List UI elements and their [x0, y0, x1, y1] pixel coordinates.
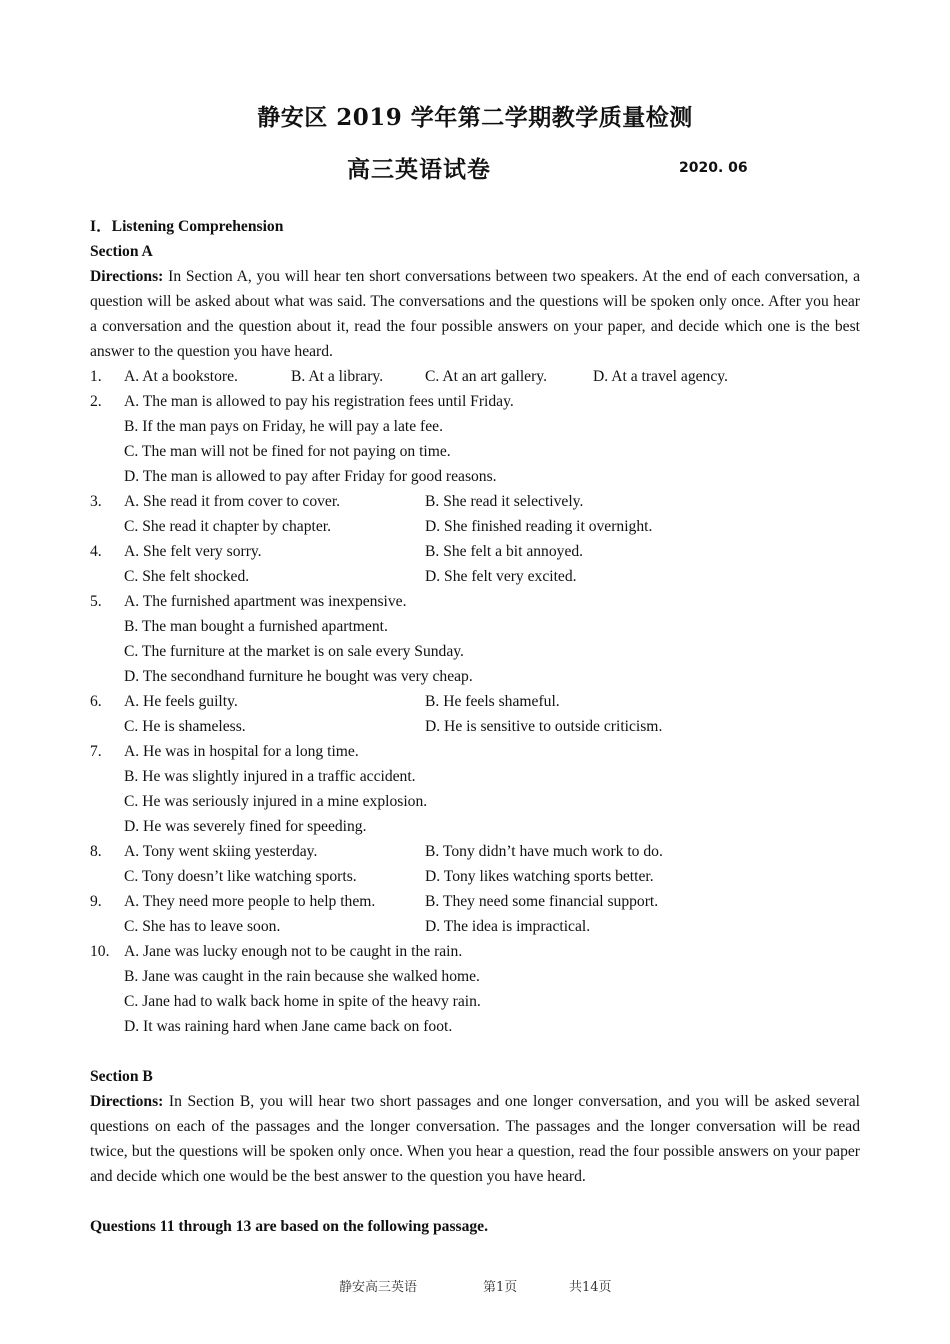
option-c: C. She read it chapter by chapter. — [124, 518, 331, 535]
question-2 — [90, 389, 860, 489]
option-b: B. They need some financial support. — [425, 893, 659, 910]
directions-label: Directions: — [90, 268, 164, 285]
question-number: 6. — [90, 693, 102, 710]
option-b: B. He feels shameful. — [425, 693, 560, 710]
question-4 — [90, 539, 860, 589]
option-d: D. It was raining hard when Jane came back on foot. — [124, 1018, 453, 1035]
question-number: 1. — [90, 368, 102, 385]
option-d: D. The idea is impractical. — [425, 918, 591, 935]
option-a: A. The man is allowed to pay his registration fees until Friday. — [124, 393, 514, 410]
option-c: C. She felt shocked. — [124, 568, 250, 585]
exam-subtitle: 高三英语试卷 — [347, 156, 491, 183]
question-number: 5. — [90, 593, 102, 610]
option-b: B. Jane was caught in the rain because she walked home. — [124, 968, 480, 985]
option-d: D. She finished reading it overnight. — [425, 518, 653, 535]
part-heading: I．Listening Comprehension — [90, 218, 284, 235]
option-a: A. She read it from cover to cover. — [124, 493, 341, 510]
question-5 — [90, 589, 860, 689]
option-c: C. The furniture at the market is on sale every Sunday. — [124, 643, 464, 660]
option-a: A. He was in hospital for a long time. — [124, 743, 359, 760]
option-a: A. Tony went skiing yesterday. — [124, 843, 318, 860]
question-number: 8. — [90, 843, 102, 860]
option-c: C. He was seriously injured in a mine explosion. — [124, 793, 428, 810]
option-c: C. Tony doesn’t like watching sports. — [124, 868, 357, 885]
question-6 — [90, 689, 860, 739]
option-b: B. She felt a bit annoyed. — [425, 543, 584, 560]
question-number: 4. — [90, 543, 102, 560]
option-a: A. Jane was lucky enough not to be caught in the rain. — [124, 943, 463, 960]
option-b: B. He was slightly injured in a traffic accident. — [124, 768, 416, 785]
option-a: A. They need more people to help them. — [124, 893, 376, 910]
question-number: 7. — [90, 743, 102, 760]
question-number: 10. — [90, 943, 110, 960]
exam-title: 静安区 2019 学年第二学期教学质量检测 — [257, 104, 693, 131]
option-c: C. She has to leave soon. — [124, 918, 281, 935]
footer-subject: 静安高三英语 — [339, 1280, 418, 1295]
exam-body — [90, 214, 860, 1239]
question-1 — [90, 364, 860, 389]
question-8 — [90, 839, 860, 889]
option-c: C. He is shameless. — [124, 718, 246, 735]
exam-date: 2020. 06 — [679, 160, 748, 176]
option-b: B. The man bought a furnished apartment. — [124, 618, 388, 635]
option-d: D. He is sensitive to outside criticism. — [425, 718, 663, 735]
question-number: 3. — [90, 493, 102, 510]
option-d: D. The man is allowed to pay after Friday for good reasons. — [124, 468, 497, 485]
directions-text: In Section B, you will hear two short passages and one longer conversation, and you will be asked several questions on each of the passages and the longer conversation. The passages and the longer conversation will be read twice, but the questions will be spoken only once. When you hear a question, read the four possible answers on your paper and decide which one would be the best answer to the question you have heard. — [90, 1093, 860, 1185]
page-footer — [0, 1276, 950, 1296]
section-b-directions — [90, 1089, 860, 1189]
footer-page-number: 第1页 — [483, 1280, 518, 1295]
option-a: A. The furnished apartment was inexpensive. — [124, 593, 407, 610]
option-b: B. Tony didn’t have much work to do. — [425, 843, 663, 860]
question-9 — [90, 889, 860, 939]
option-d: D. At a travel agency. — [593, 368, 728, 385]
option-c: C. At an art gallery. — [425, 368, 547, 385]
option-b: B. At a library. — [291, 368, 384, 385]
questions-intro: Questions 11 through 13 are based on the following passage. — [90, 1218, 488, 1235]
option-d: D. She felt very excited. — [425, 568, 577, 585]
option-d: D. Tony likes watching sports better. — [425, 868, 654, 885]
question-number: 9. — [90, 893, 102, 910]
question-3 — [90, 489, 860, 539]
option-c: C. The man will not be fined for not paying on time. — [124, 443, 451, 460]
option-b: B. If the man pays on Friday, he will pay a late fee. — [124, 418, 443, 435]
spacer — [90, 1039, 860, 1064]
option-c: C. Jane had to walk back home in spite of the heavy rain. — [124, 993, 481, 1010]
option-a: A. At a bookstore. — [124, 368, 238, 385]
option-d: D. He was severely fined for speeding. — [124, 818, 367, 835]
directions-label: Directions: — [90, 1093, 164, 1110]
directions-text: In Section A, you will hear ten short conversations between two speakers. At the end of each conversation, a question will be asked about what was said. The conversations and the questions will be spoken only once. After you hear a conversation and the question about it, read the four possible answers on your paper, and decide which one is the best answer to the question you have heard. — [90, 268, 860, 360]
option-a: A. He feels guilty. — [124, 693, 238, 710]
option-a: A. She felt very sorry. — [124, 543, 262, 560]
option-d: D. The secondhand furniture he bought was very cheap. — [124, 668, 473, 685]
section-b-heading: Section B — [90, 1068, 153, 1085]
spacer — [90, 1189, 860, 1214]
footer-page-total: 共14页 — [569, 1280, 612, 1295]
question-7 — [90, 739, 860, 839]
section-a-directions — [90, 264, 860, 364]
question-10 — [90, 939, 860, 1039]
question-number: 2. — [90, 393, 102, 410]
option-b: B. She read it selectively. — [425, 493, 584, 510]
section-a-heading: Section A — [90, 243, 153, 260]
